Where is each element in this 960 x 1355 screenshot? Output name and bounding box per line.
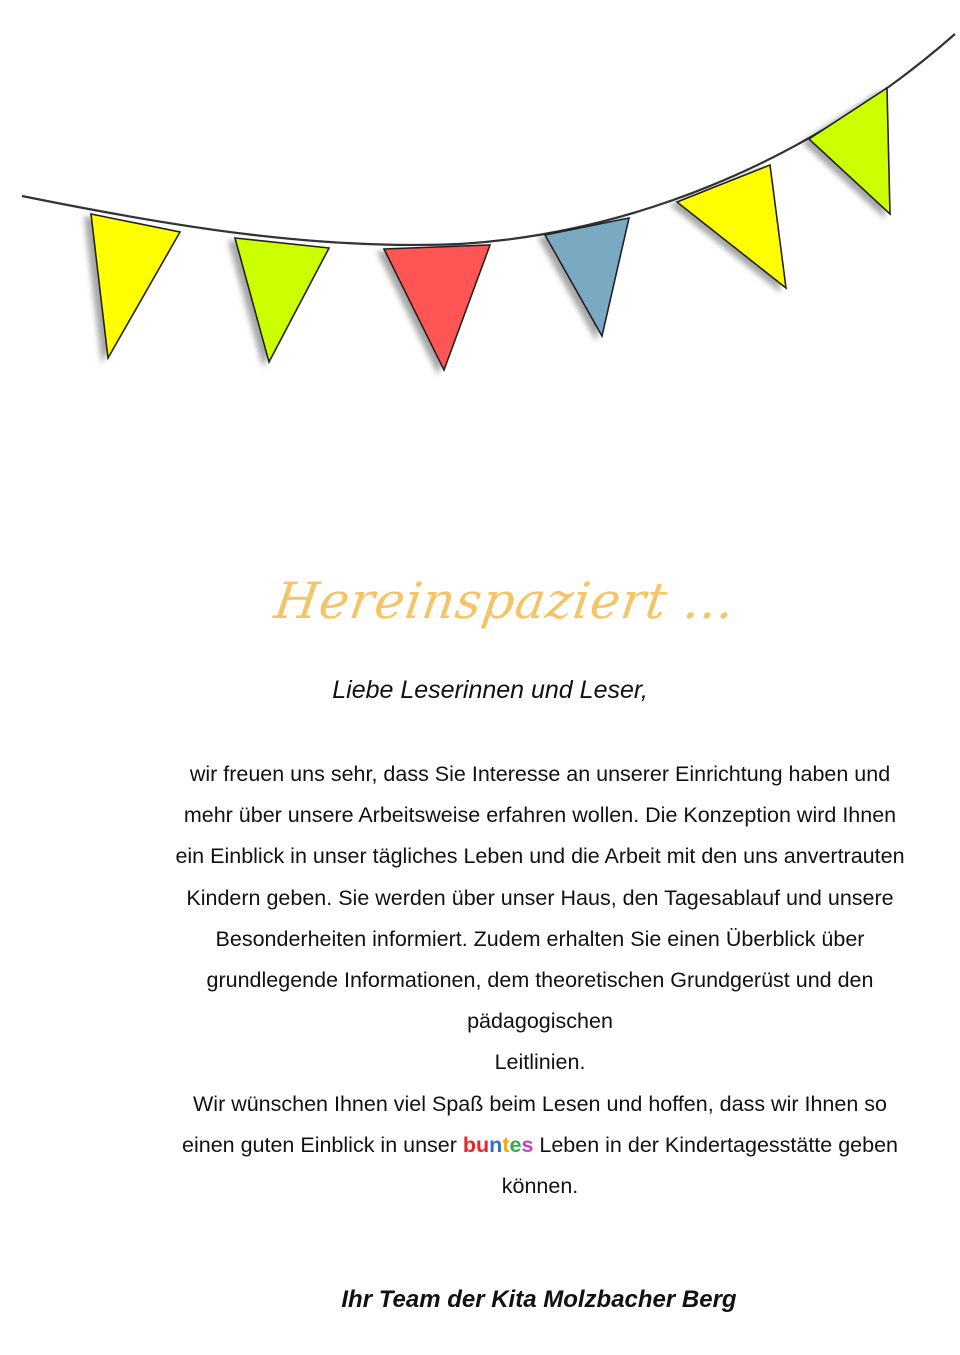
body-line: Leitlinien. bbox=[494, 1050, 586, 1075]
bunting-flag-6 bbox=[809, 88, 890, 214]
body-line bbox=[130, 1125, 950, 1166]
buntes-letter: u bbox=[476, 1132, 490, 1157]
signature: Ihr Team der Kita Molzbacher Berg bbox=[341, 1286, 737, 1313]
body-line: können. bbox=[501, 1174, 579, 1199]
intro-paragraph bbox=[130, 754, 950, 1207]
bunting-flag-2 bbox=[235, 238, 329, 362]
bunting-flag-5 bbox=[677, 165, 786, 288]
body-line: Wir wünschen Ihnen viel Spaß beim Lesen und hoffen, dass wir Ihnen so bbox=[193, 1091, 887, 1116]
bunting-flag-4 bbox=[545, 218, 629, 336]
buntes-letter: n bbox=[489, 1132, 503, 1157]
body-line: mehr über unsere Arbeitsweise erfahren wollen. Die Konzeption wird Ihnen bbox=[183, 803, 897, 828]
buntes-letter: b bbox=[462, 1132, 477, 1157]
bunting-flag-3 bbox=[384, 245, 490, 370]
greeting: Liebe Leserinnen und Leser, bbox=[332, 676, 648, 704]
body-line-end: Leben in der Kindertagesstätte geben bbox=[533, 1132, 898, 1157]
page-title: Hereinspaziert ... bbox=[270, 572, 739, 630]
body-line: Besonderheiten informiert. Zudem erhalten Sie einen Überblick über bbox=[215, 926, 865, 951]
buntes-letter: s bbox=[521, 1132, 534, 1157]
buntes-colorful-word bbox=[463, 1133, 534, 1157]
body-line: wir freuen uns sehr, dass Sie Interesse an unserer Einrichtung haben und bbox=[189, 762, 891, 786]
body-line: grundlegende Informationen, dem theoretischen Grundgerüst und den bbox=[206, 968, 874, 993]
body-line-start: einen guten Einblick in unser bbox=[182, 1132, 463, 1157]
bunting-flag-1 bbox=[91, 214, 180, 358]
buntes-letter: t bbox=[502, 1132, 510, 1157]
body-line: Kindern geben. Sie werden über unser Haus, den Tagesablauf und unsere bbox=[186, 885, 894, 910]
body-line: pädagogischen bbox=[467, 1009, 613, 1034]
buntes-letter: e bbox=[509, 1132, 522, 1157]
bunting-garland-illustration bbox=[0, 0, 960, 400]
body-line: ein Einblick in unser tägliches Leben und die Arbeit mit den uns anvertrauten bbox=[175, 844, 905, 869]
